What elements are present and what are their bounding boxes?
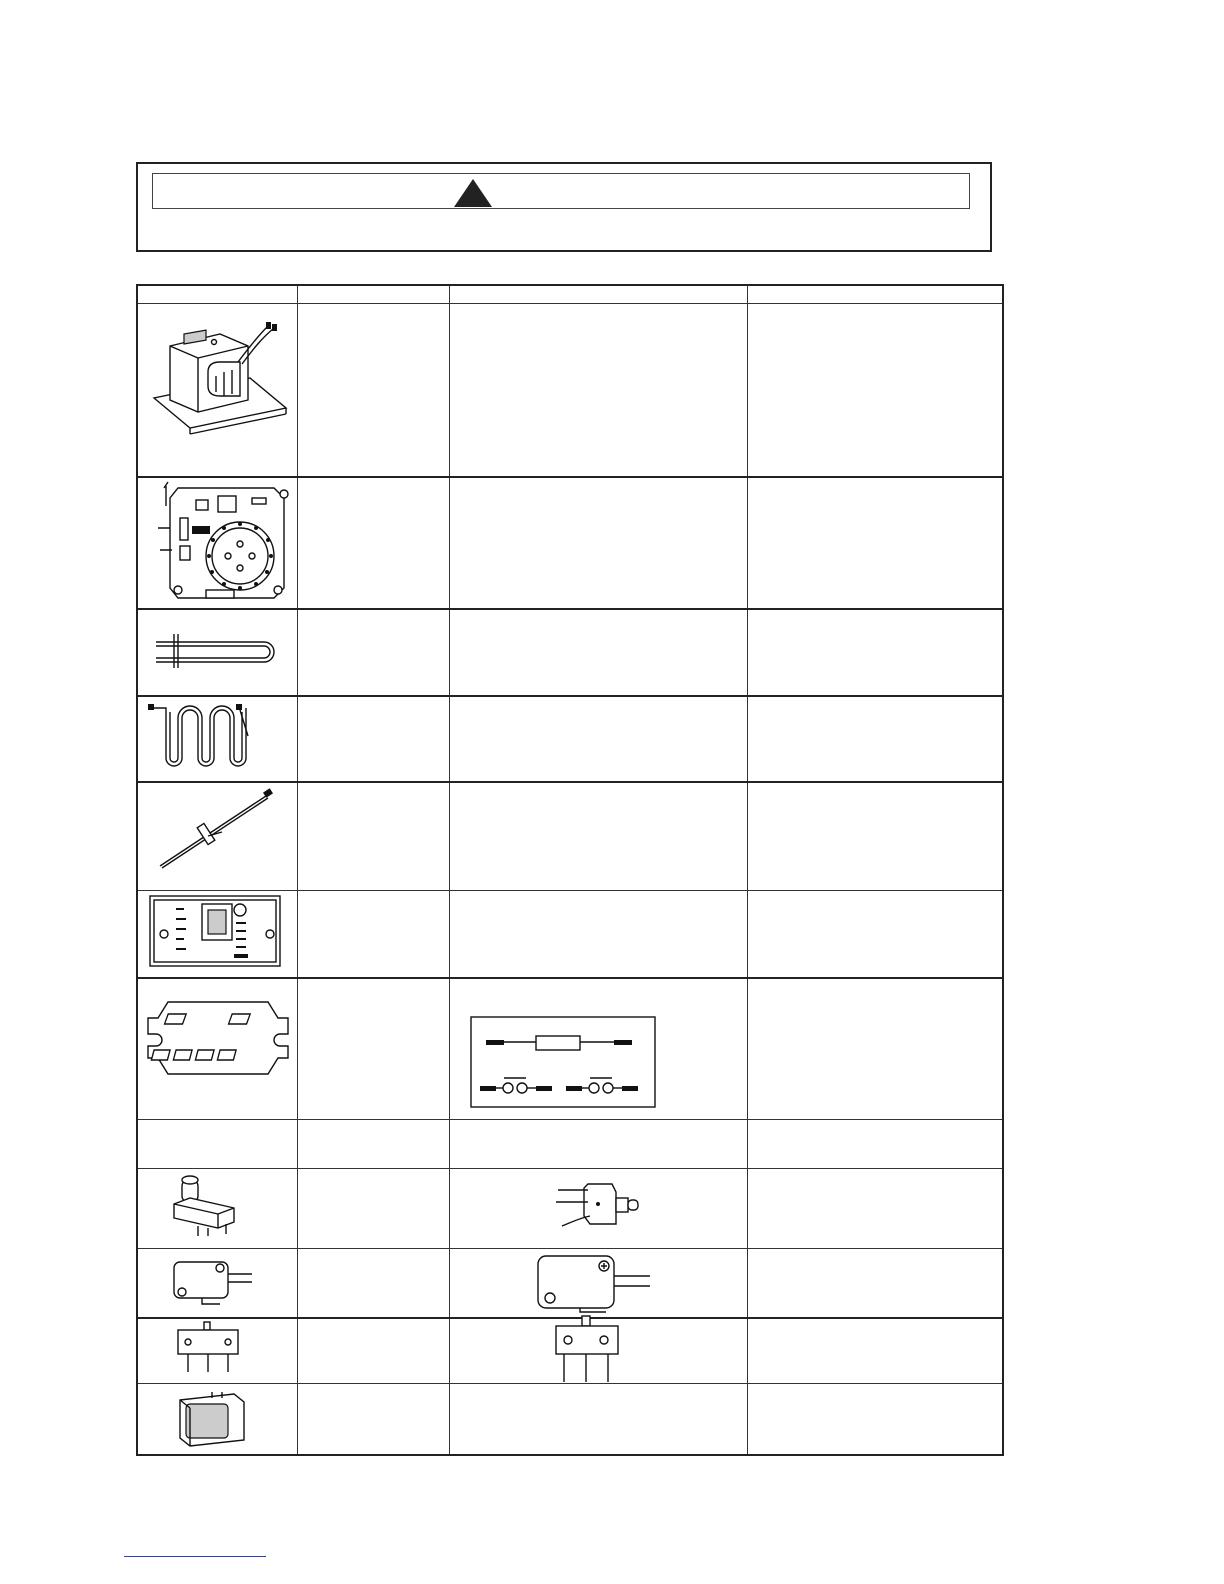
warning-box (136, 162, 992, 252)
warning-header (152, 173, 970, 209)
heating-element-serpentine-icon (144, 700, 262, 772)
micro-switch-pins-icon (176, 1320, 242, 1374)
row-divider (138, 1119, 1002, 1120)
micro-switch-pins-detail-icon (554, 1314, 622, 1384)
row-divider (138, 695, 1002, 697)
micro-switch-wired-icon (172, 1256, 254, 1308)
filter-circuit-diagram (470, 1016, 656, 1108)
row-divider (138, 977, 1002, 979)
fan-motor-icon (172, 1390, 252, 1450)
row-divider (138, 781, 1002, 783)
noise-filter-icon (144, 998, 294, 1078)
column-divider (747, 286, 748, 1454)
temperature-sensor-probe-icon (156, 786, 280, 870)
header-row-divider (138, 303, 1002, 304)
heating-element-u-icon (152, 628, 280, 668)
footer-link-underline[interactable] (124, 1556, 266, 1557)
control-board-icon (156, 478, 296, 608)
transformer-icon (150, 316, 288, 446)
push-switch-detail-icon (554, 1180, 642, 1234)
column-divider (297, 286, 298, 1454)
row-divider (138, 608, 1002, 610)
row-divider (138, 890, 1002, 891)
component-table (136, 284, 1004, 1456)
push-switch-icon (168, 1174, 248, 1238)
column-divider (449, 286, 450, 1454)
warning-triangle-icon (453, 178, 493, 213)
control-panel-icon (148, 894, 284, 968)
micro-switch-wired-detail-icon (536, 1252, 656, 1318)
row-divider (138, 1168, 1002, 1169)
row-divider (138, 1248, 1002, 1249)
